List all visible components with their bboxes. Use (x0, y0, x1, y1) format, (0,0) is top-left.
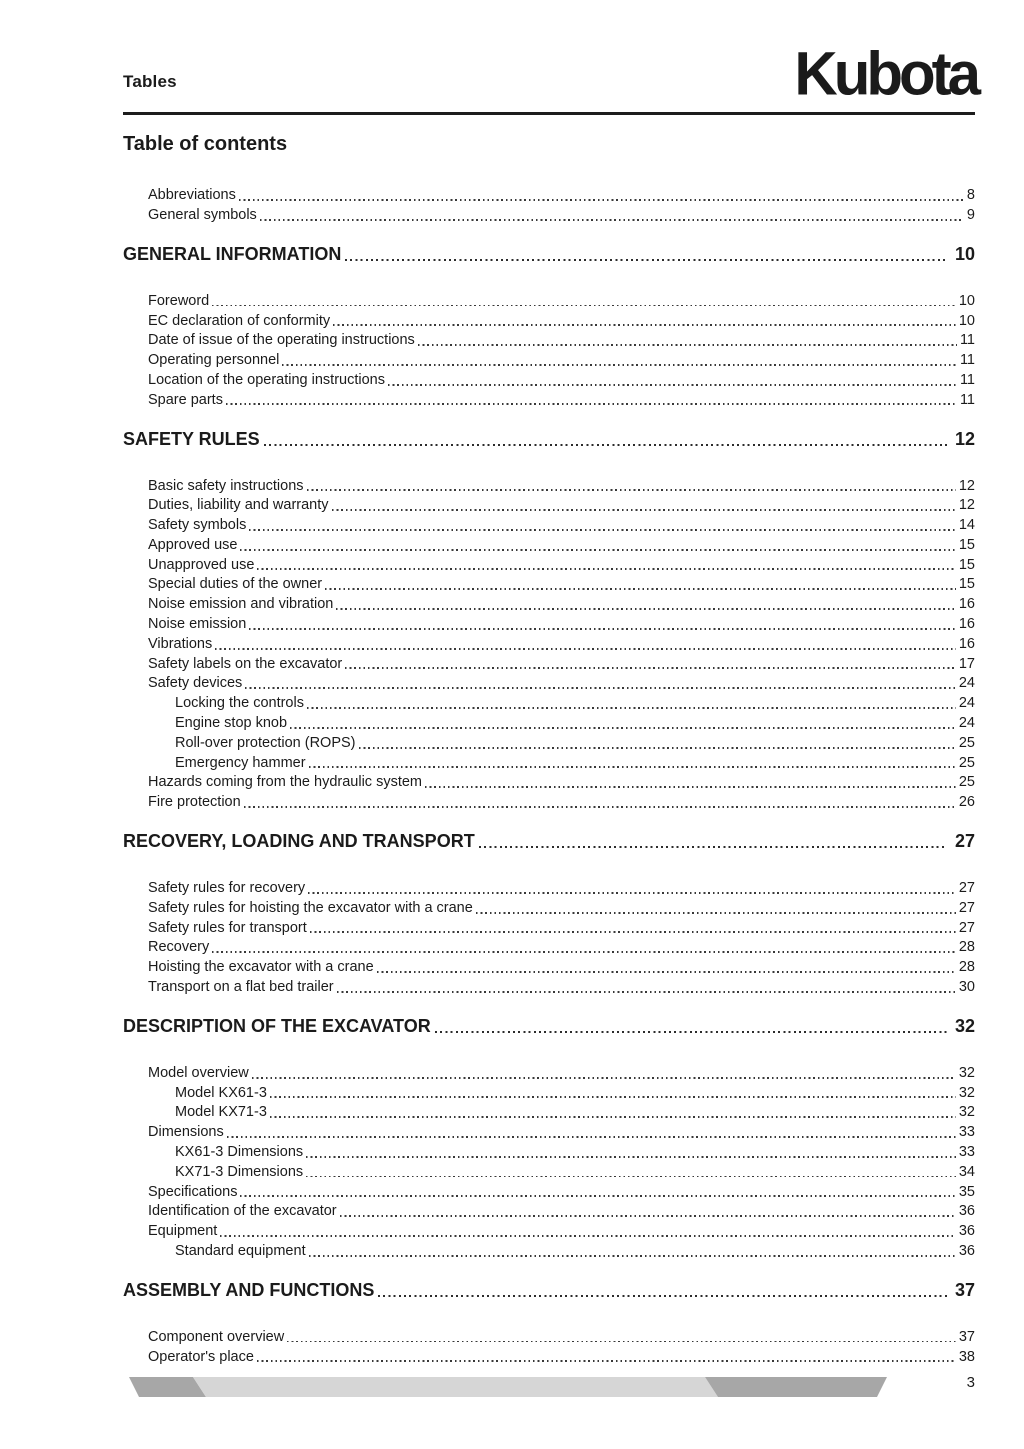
toc-section-header (123, 245, 975, 265)
toc-entry-page: 28 (958, 959, 975, 976)
page-header-title: Tables (123, 72, 177, 91)
toc-section-header (123, 1281, 975, 1301)
toc-entry (123, 672, 975, 692)
toc-entry-page: 27 (958, 919, 975, 936)
toc-entry-label: KX71-3 Dimensions (175, 1163, 304, 1180)
page-number: 3 (966, 1374, 975, 1391)
toc-entry-label: Abbreviations (148, 187, 236, 204)
toc-entry-label: Safety devices (148, 675, 243, 692)
toc-entry (123, 752, 975, 772)
toc-section-header-page: 12 (954, 428, 975, 449)
toc-entry-label: Approved use (148, 536, 238, 553)
leader-dots (418, 344, 957, 346)
toc-entry-page: 27 (958, 880, 975, 897)
toc (123, 184, 975, 1365)
toc-entry (123, 1326, 975, 1346)
toc-entry-label: Basic safety instructions (148, 477, 304, 494)
toc-entry (123, 1180, 975, 1200)
leader-dots (240, 1195, 955, 1197)
toc-entry (123, 1101, 975, 1121)
leader-dots (476, 912, 956, 914)
toc-entry-page: 11 (959, 391, 975, 408)
toc-entry-label: Duties, liability and warranty (148, 497, 329, 514)
toc-entry-page: 12 (958, 477, 975, 494)
footer-bar-left-segment (129, 1377, 206, 1397)
leader-dots (244, 806, 956, 808)
toc-entry-page: 25 (958, 754, 975, 771)
toc-entry-label: Engine stop knob (175, 715, 288, 732)
toc-entry-page: 17 (958, 655, 975, 672)
toc-section-header-page: 27 (954, 831, 975, 852)
leader-dots (220, 1235, 956, 1237)
toc-entry (123, 593, 975, 613)
leader-dots (287, 1341, 956, 1343)
toc-entry-label: Model KX61-3 (175, 1084, 267, 1101)
toc-entry (123, 877, 975, 897)
toc-entry-page: 36 (958, 1203, 975, 1220)
toc-entry (123, 936, 975, 956)
leader-dots (290, 727, 956, 729)
leader-dots (215, 648, 956, 650)
leader-dots (249, 529, 956, 531)
toc-title: Table of contents (123, 133, 288, 155)
toc-entry-page: 11 (959, 332, 975, 349)
toc-entry-page: 27 (958, 899, 975, 916)
toc-entry (123, 389, 975, 409)
toc-entry (123, 1082, 975, 1102)
toc-entry-page: 24 (958, 675, 975, 692)
toc-entry-label: Component overview (148, 1328, 285, 1345)
leader-dots (340, 1215, 956, 1217)
leader-dots (479, 846, 947, 848)
toc-entry-label: Safety rules for hoisting the excavator with a crane (148, 899, 473, 916)
leader-dots (252, 1077, 956, 1079)
leader-dots (359, 747, 956, 749)
toc-entry-label: Unapproved use (148, 556, 255, 573)
toc-entry-page: 15 (958, 576, 975, 593)
leader-dots (308, 892, 956, 894)
toc-entry (123, 791, 975, 811)
toc-entry-label: Fire protection (148, 794, 241, 811)
toc-section-header-label: DESCRIPTION OF THE EXCAVATOR (123, 1015, 431, 1036)
toc-entry-label: Hazards coming from the hydraulic system (148, 774, 422, 791)
toc-entry-page: 16 (958, 596, 975, 613)
toc-entry-page: 36 (958, 1243, 975, 1259)
toc-entry (123, 184, 975, 204)
toc-entry (123, 534, 975, 554)
toc-entry (123, 329, 975, 349)
toc-entry-page: 9 (966, 206, 975, 223)
toc-entry (123, 1345, 975, 1365)
toc-entry-page: 35 (958, 1183, 975, 1200)
toc-section-header-label: GENERAL INFORMATION (123, 243, 342, 264)
toc-entry-page: 8 (966, 187, 975, 204)
toc-entry-page: 12 (958, 497, 975, 514)
toc-entry-page: 11 (959, 371, 975, 388)
toc-entry-label: Safety labels on the excavator (148, 655, 343, 672)
toc-section-header-page: 37 (954, 1279, 975, 1300)
toc-entry (123, 1240, 975, 1260)
leader-dots (212, 951, 956, 953)
leader-dots (227, 1136, 956, 1138)
toc-entry-page: 16 (958, 635, 975, 652)
toc-entry-label: Transport on a flat bed trailer (148, 979, 334, 996)
toc-entry-page: 10 (958, 312, 975, 329)
toc-entry (123, 290, 975, 310)
leader-dots (270, 1096, 956, 1098)
leader-dots (309, 1255, 956, 1257)
leader-dots (240, 549, 955, 551)
toc-entry-label: Date of issue of the operating instructions (148, 332, 415, 349)
toc-entry (123, 573, 975, 593)
leader-dots (388, 384, 957, 386)
toc-entry-page: 15 (958, 556, 975, 573)
toc-entry-label: Noise emission and vibration (148, 596, 334, 613)
toc-entry-page: 24 (958, 695, 975, 712)
toc-entry (123, 369, 975, 389)
toc-entry-page: 10 (958, 292, 975, 309)
toc-entry (123, 976, 975, 996)
leader-dots (310, 931, 956, 933)
footer-decoration-bar (129, 1377, 887, 1397)
toc-entry (123, 309, 975, 329)
toc-entry-page: 25 (958, 734, 975, 751)
toc-entry-label: Operator's place (148, 1348, 254, 1365)
toc-entry-page: 30 (958, 979, 975, 996)
toc-entry (123, 514, 975, 534)
toc-entry-label: KX61-3 Dimensions (175, 1144, 304, 1161)
toc-entry-page: 37 (958, 1328, 975, 1345)
leader-dots (270, 1116, 956, 1118)
toc-entry-page: 11 (959, 352, 975, 369)
toc-entry-page: 32 (958, 1104, 975, 1121)
toc-section-header-label: ASSEMBLY AND FUNCTIONS (123, 1279, 375, 1300)
leader-dots (345, 667, 956, 669)
leader-dots (333, 324, 956, 326)
leader-dots (325, 588, 956, 590)
toc-entry-page: 15 (958, 536, 975, 553)
leader-dots (435, 1031, 947, 1033)
leader-dots (307, 707, 956, 709)
toc-entry-label: Standard equipment (175, 1243, 306, 1259)
toc-entry-label: General symbols (148, 206, 257, 223)
toc-entry-label: Dimensions (148, 1124, 224, 1141)
toc-entry-label: Specifications (148, 1183, 238, 1200)
toc-entry (123, 653, 975, 673)
leader-dots (245, 687, 956, 689)
leader-dots (257, 568, 955, 570)
toc-entry (123, 613, 975, 633)
toc-entry-page: 16 (958, 616, 975, 633)
toc-entry-label: Hoisting the excavator with a crane (148, 959, 374, 976)
toc-entry-label: Emergency hammer (175, 754, 306, 771)
toc-entry-label: EC declaration of conformity (148, 312, 331, 329)
leader-dots (239, 199, 964, 201)
toc-entry (123, 956, 975, 976)
kubota-logo: Kubota (794, 39, 977, 108)
toc-entry-label: Model KX71-3 (175, 1104, 267, 1121)
toc-entry-label: Special duties of the owner (148, 576, 323, 593)
toc-entry (123, 732, 975, 752)
toc-entry-label: Recovery (148, 939, 210, 956)
toc-entry-page: 32 (958, 1084, 975, 1101)
toc-entry-label: Roll-over protection (ROPS) (175, 734, 356, 751)
toc-entry-label: Safety symbols (148, 517, 247, 534)
leader-dots (212, 305, 956, 307)
toc-entry (123, 474, 975, 494)
toc-entry-page: 25 (958, 774, 975, 791)
header-divider (123, 112, 975, 115)
toc-entry (123, 712, 975, 732)
toc-entry-page: 34 (958, 1163, 975, 1180)
toc-entry-label: Noise emission (148, 616, 247, 633)
leader-dots (336, 608, 955, 610)
toc-entry-page: 28 (958, 939, 975, 956)
leader-dots (378, 1295, 947, 1297)
leader-dots (257, 1360, 956, 1362)
toc-entry (123, 349, 975, 369)
leader-dots (264, 444, 947, 446)
leader-dots (309, 766, 956, 768)
toc-entry (123, 204, 975, 224)
toc-entry (123, 917, 975, 937)
toc-section-header (123, 429, 975, 449)
leader-dots (377, 971, 956, 973)
toc-entry (123, 494, 975, 514)
leader-dots (282, 364, 957, 366)
toc-entry-label: Model overview (148, 1064, 249, 1081)
toc-entry-page: 36 (958, 1223, 975, 1240)
toc-entry-label: Operating personnel (148, 352, 280, 369)
toc-entry (123, 1141, 975, 1161)
toc-entry-label: Locking the controls (175, 695, 304, 712)
leader-dots (337, 991, 956, 993)
toc-entry-page: 33 (958, 1144, 975, 1161)
toc-entry-label: Spare parts (148, 391, 223, 408)
toc-entry (123, 1161, 975, 1181)
leader-dots (425, 786, 956, 788)
toc-entry (123, 1200, 975, 1220)
toc-entry (123, 1220, 975, 1240)
toc-section-header-label: SAFETY RULES (123, 428, 260, 449)
toc-entry-page: 38 (958, 1348, 975, 1365)
leader-dots (345, 259, 947, 261)
toc-section-header-page: 10 (954, 243, 975, 264)
footer-bar-middle-segment (193, 1377, 718, 1397)
toc-entry-page: 14 (958, 517, 975, 534)
footer-bar-right-segment (705, 1377, 887, 1397)
toc-section-header-page: 32 (954, 1015, 975, 1036)
toc-entry (123, 1121, 975, 1141)
leader-dots (226, 403, 957, 405)
toc-entry-page: 32 (958, 1064, 975, 1081)
toc-section-header-label: RECOVERY, LOADING AND TRANSPORT (123, 831, 475, 852)
toc-entry (123, 1062, 975, 1082)
toc-entry-page: 26 (958, 794, 975, 811)
toc-entry-label: Vibrations (148, 635, 213, 652)
toc-entry-label: Safety rules for recovery (148, 880, 306, 897)
toc-entry (123, 692, 975, 712)
toc-entry (123, 633, 975, 653)
toc-entry-page: 33 (958, 1124, 975, 1141)
leader-dots (306, 1176, 956, 1178)
toc-entry-label: Safety rules for transport (148, 919, 307, 936)
toc-entry-label: Identification of the excavator (148, 1203, 337, 1220)
toc-entry-label: Location of the operating instructions (148, 371, 385, 388)
toc-entry (123, 554, 975, 574)
leader-dots (249, 628, 956, 630)
toc-section-header (123, 832, 975, 852)
toc-entry-label: Foreword (148, 292, 210, 309)
toc-entry-label: Equipment (148, 1223, 218, 1240)
leader-dots (307, 489, 956, 491)
toc-entry-page: 24 (958, 715, 975, 732)
toc-section-header (123, 1017, 975, 1037)
leader-dots (260, 219, 964, 221)
leader-dots (306, 1156, 956, 1158)
toc-entry (123, 897, 975, 917)
toc-entry (123, 771, 975, 791)
leader-dots (332, 509, 956, 511)
